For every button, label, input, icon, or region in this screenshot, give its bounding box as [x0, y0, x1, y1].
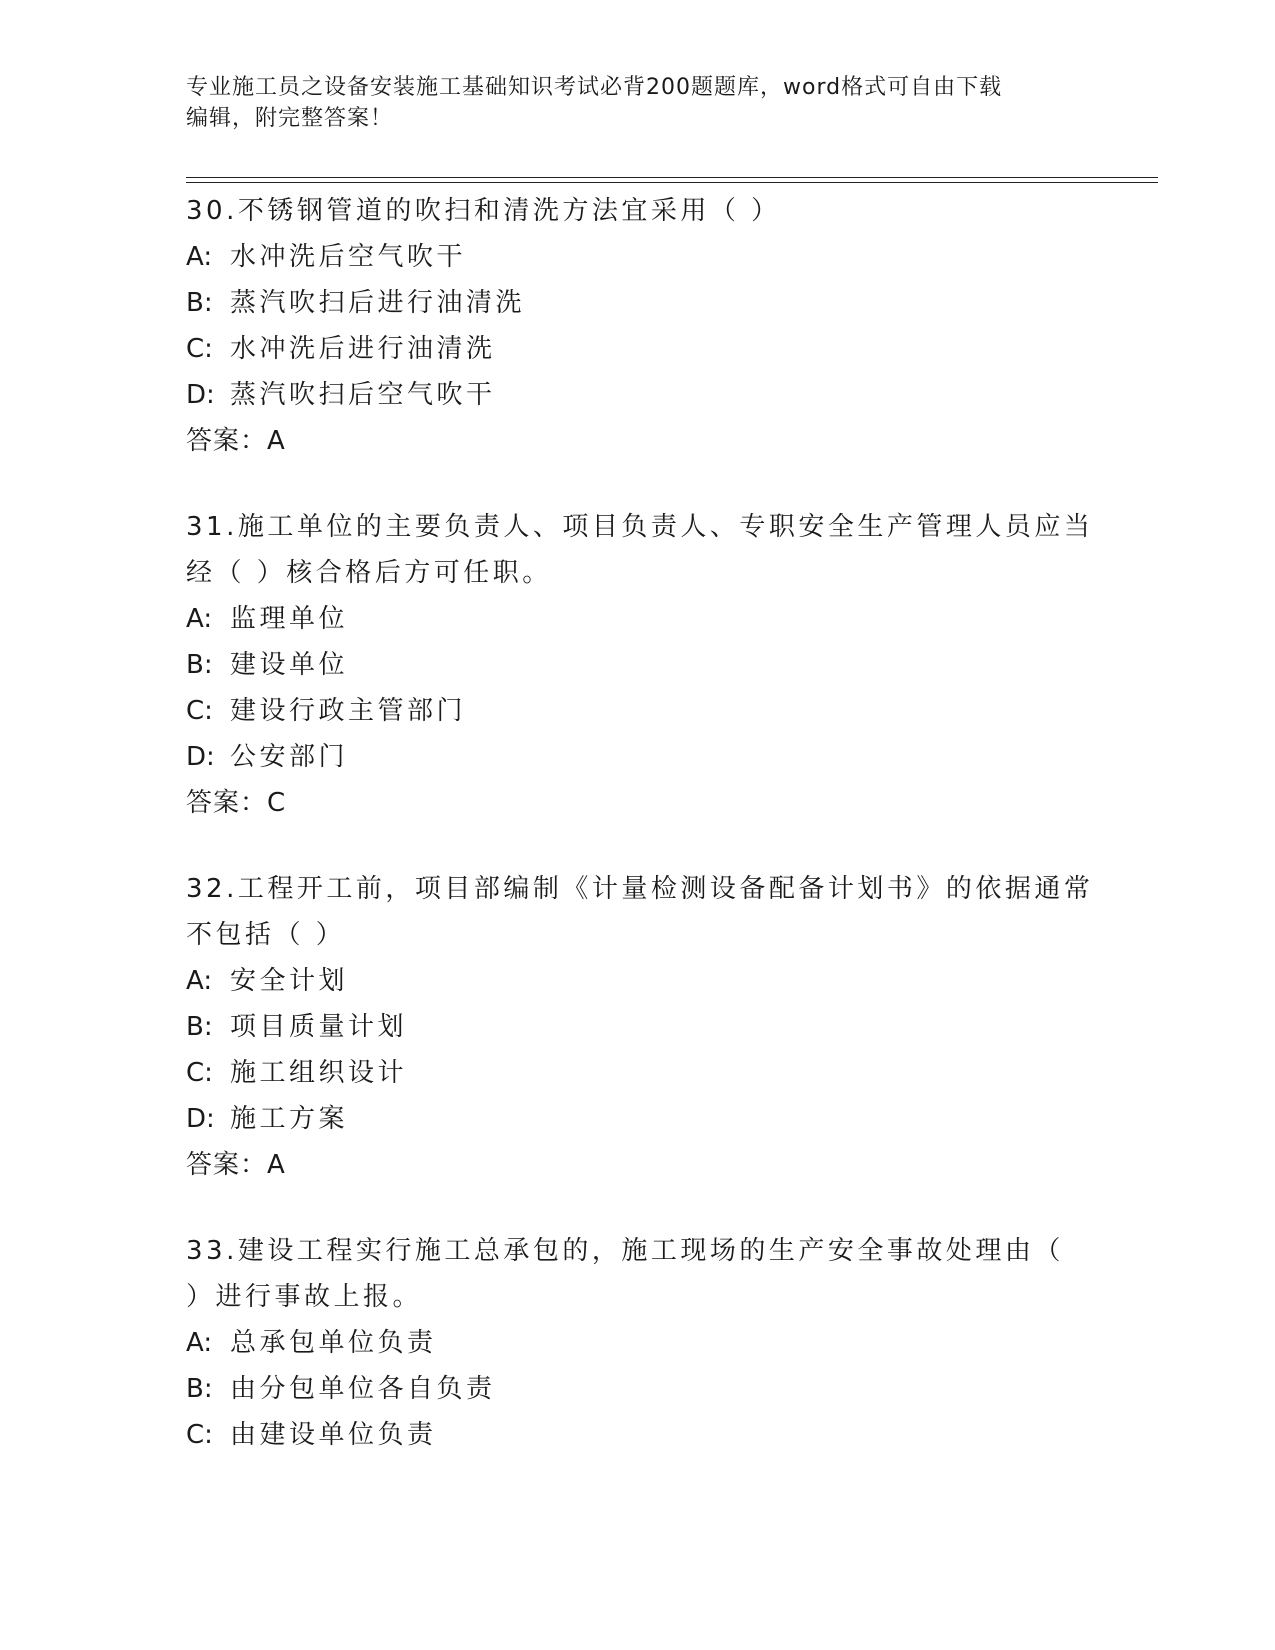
option-text: 建设行政主管部门: [230, 696, 467, 726]
option-text: 水冲洗后空气吹干: [230, 242, 467, 272]
option-letter: C:: [186, 1420, 213, 1450]
option-text: 施工方案: [230, 1104, 349, 1134]
option-text: 监理单位: [230, 604, 349, 634]
option-letter: B:: [186, 1374, 213, 1404]
option-letter: C:: [186, 334, 213, 364]
header-line-1: 专业施工员之设备安装施工基础知识考试必背200题题库，word格式可自由下载: [186, 75, 1003, 100]
option-letter: B:: [186, 1012, 213, 1042]
option-text: 建设单位: [230, 650, 349, 680]
question-text: 32.工程开工前，项目部编制《计量检测设备配备计划书》的依据通常: [186, 874, 1094, 904]
option-text: 总承包单位负责: [230, 1328, 437, 1358]
question-text-continued: ）进行事故上报。: [186, 1282, 423, 1312]
option-letter: A:: [186, 966, 213, 996]
question-33: [186, 1228, 1086, 1458]
option-d: [186, 734, 1086, 780]
question-30: [186, 188, 1086, 464]
option-b: [186, 1366, 1086, 1412]
option-a: [186, 596, 1086, 642]
header-line-2: 编辑，附完整答案！: [186, 106, 394, 131]
question-text-continued: 经（ ）核合格后方可任职。: [186, 558, 552, 588]
option-d: [186, 372, 1086, 418]
option-a: [186, 958, 1086, 1004]
question-31: [186, 504, 1094, 826]
question-list: [186, 188, 1094, 1498]
option-letter: C:: [186, 696, 213, 726]
option-text: 项目质量计划: [230, 1012, 408, 1042]
option-text: 蒸汽吹扫后空气吹干: [230, 380, 496, 410]
option-b: [186, 1004, 1086, 1050]
option-b: [186, 642, 1086, 688]
document-header: [186, 72, 1066, 134]
answer-line: 答案：A: [186, 1150, 286, 1180]
answer-line: 答案：C: [186, 788, 287, 818]
option-letter: A:: [186, 1328, 213, 1358]
option-c: [186, 1412, 1086, 1458]
option-letter: A:: [186, 242, 213, 272]
option-letter: C:: [186, 1058, 213, 1088]
option-letter: D:: [186, 1104, 215, 1134]
question-text: 30.不锈钢管道的吹扫和清洗方法宜采用（ ）: [186, 196, 781, 226]
question-text-continued: 不包括（ ）: [186, 920, 346, 950]
option-a: [186, 1320, 1086, 1366]
option-text: 由建设单位负责: [230, 1420, 437, 1450]
option-text: 水冲洗后进行油清洗: [230, 334, 496, 364]
option-letter: B:: [186, 288, 213, 318]
option-text: 安全计划: [230, 966, 349, 996]
option-text: 施工组织设计: [230, 1058, 408, 1088]
answer-line: 答案：A: [186, 426, 286, 456]
question-text: 33.建设工程实行施工总承包的，施工现场的生产安全事故处理由（: [186, 1236, 1064, 1266]
option-text: 由分包单位各自负责: [230, 1374, 496, 1404]
option-c: [186, 688, 1086, 734]
option-d: [186, 1096, 1086, 1142]
option-letter: B:: [186, 650, 213, 680]
question-text: 31.施工单位的主要负责人、项目负责人、专职安全生产管理人员应当: [186, 512, 1094, 542]
header-divider-top: [186, 177, 1158, 178]
option-text: 公安部门: [230, 742, 349, 772]
header-divider-bottom: [186, 182, 1158, 183]
option-letter: D:: [186, 380, 215, 410]
option-letter: A:: [186, 604, 213, 634]
option-letter: D:: [186, 742, 215, 772]
option-text: 蒸汽吹扫后进行油清洗: [230, 288, 526, 318]
option-a: [186, 234, 1086, 280]
question-32: [186, 866, 1094, 1188]
option-c: [186, 326, 1086, 372]
option-c: [186, 1050, 1086, 1096]
option-b: [186, 280, 1086, 326]
